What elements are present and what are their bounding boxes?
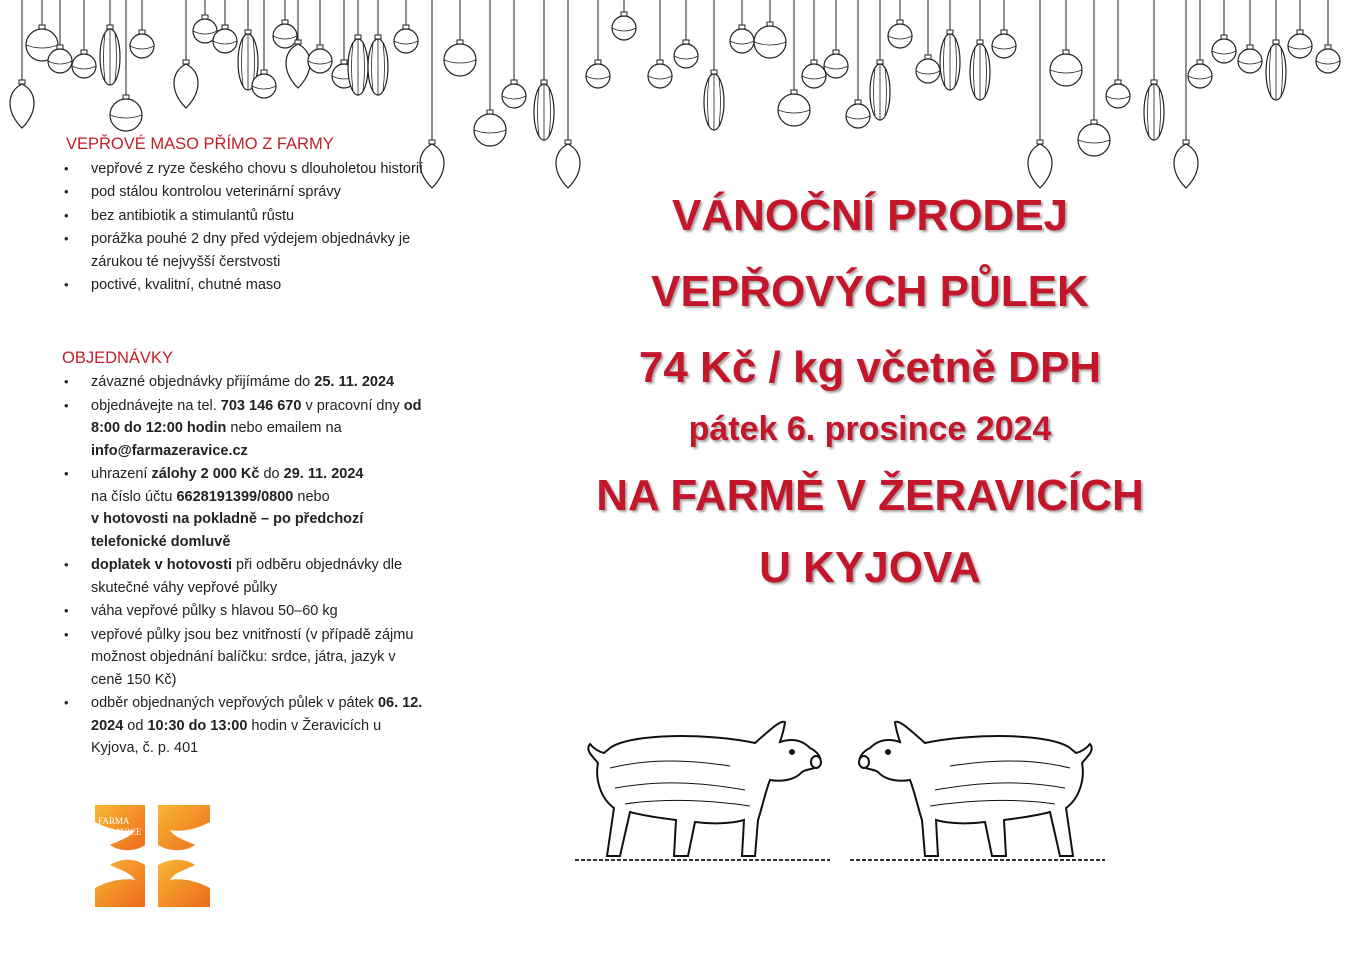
list-item: • vepřové půlky jsou bez vnitřností (v případě zájmu možnost objednání balíčku: srdce, játra, jazyk v ceně 150 Kč) xyxy=(91,624,428,692)
ornament-icon xyxy=(824,0,848,78)
headline xyxy=(560,190,1180,594)
ornament-icon xyxy=(474,0,506,146)
ornament-icon xyxy=(1078,0,1110,156)
ornament-icon xyxy=(870,0,890,120)
list-item: • porážka pouhé 2 dny před výdejem objednávky je zárukou té nejvyšší čerstvosti xyxy=(91,228,428,273)
ornament-icon xyxy=(72,0,96,78)
pig-left-icon xyxy=(588,722,821,856)
ornament-icon xyxy=(394,0,418,53)
ornament-icon xyxy=(888,0,912,48)
ornament-icon xyxy=(534,0,554,140)
list-item: • bez antibiotik a stimulantů růstu xyxy=(91,205,428,228)
ornament-icon xyxy=(308,0,332,73)
ornament-icon xyxy=(1212,0,1236,63)
list-item: • závazné objednávky přijímáme do 25. 11. 2024 xyxy=(91,371,428,394)
ornament-icon xyxy=(502,0,526,108)
account-number: 6628191399/0800 xyxy=(176,488,294,505)
logo-quadrant-tr xyxy=(158,805,210,850)
ornament-icon xyxy=(970,0,990,100)
orders-list xyxy=(58,371,428,760)
ornament-icon xyxy=(730,0,754,53)
logo-quadrant-bl xyxy=(95,860,145,907)
list-item: • poctivé, kvalitní, chutné maso xyxy=(91,274,428,297)
section-title-orders: OBJEDNÁVKY xyxy=(62,348,173,367)
headline-line-1: VÁNOČNÍ PRODEJ xyxy=(671,191,1069,240)
ornament-icon xyxy=(940,0,960,90)
ornament-icon xyxy=(238,0,258,90)
headline-location-2: U KYJOVA xyxy=(759,543,981,592)
ornament-icon xyxy=(704,0,724,130)
pigs-illustration xyxy=(570,708,1110,873)
ornament-icon xyxy=(1288,0,1312,58)
ornament-icon xyxy=(556,0,580,188)
ornament-icon xyxy=(10,0,34,128)
ornament-icon xyxy=(1144,0,1164,140)
ornament-icon xyxy=(273,0,297,48)
ornament-icon xyxy=(1188,0,1212,88)
ornament-icon xyxy=(1028,0,1052,188)
ornament-icon xyxy=(100,0,120,85)
logo-text-1: FARMA xyxy=(98,816,130,826)
ornament-icon xyxy=(1316,0,1340,73)
list-item: • váha vepřové půlky s hlavou 50–60 kg xyxy=(91,600,428,623)
info-column xyxy=(58,133,428,761)
section-title-meat: VEPŘOVÉ MASO PŘÍMO Z FARMY xyxy=(66,135,334,153)
ornament-icon xyxy=(444,0,476,76)
logo-text-2: ŽERAVICE xyxy=(98,827,142,837)
headline-price: 74 Kč / kg včetně DPH xyxy=(638,343,1102,392)
ornament-icon xyxy=(916,0,940,83)
ornament-icon xyxy=(648,0,672,88)
ornament-icon xyxy=(802,0,826,88)
ornament-icon xyxy=(368,0,388,95)
headline-line-2: VEPŘOVÝCH PŮLEK xyxy=(651,267,1089,316)
email-address: info@farmazeravice.cz xyxy=(91,442,248,459)
farma-zeravice-logo xyxy=(90,800,215,912)
list-item: • vepřové z ryze českého chovu s dlouholetou historií xyxy=(91,158,428,181)
logo-quadrant-br xyxy=(158,860,210,907)
ornament-icon xyxy=(1174,0,1198,188)
ornament-icon xyxy=(130,0,154,58)
phone-number: 703 146 670 xyxy=(220,397,302,414)
ornament-icon xyxy=(1266,0,1286,100)
ornament-icon xyxy=(846,0,870,128)
pig-right-icon xyxy=(859,722,1092,856)
ornament-icon xyxy=(612,0,636,40)
ornament-icon xyxy=(1106,0,1130,108)
ornament-icon xyxy=(348,0,368,95)
meat-list xyxy=(58,158,428,297)
headline-location: NA FARMĚ V ŽERAVICÍCH xyxy=(596,471,1144,520)
ornament-icon xyxy=(1050,0,1082,86)
list-item: • uhrazení zálohy 2 000 Kč do 29. 11. 2024 na číslo účtu 6628191399/0800 nebo v hotovosti na pokladně – po předchozí telefonické domluvě xyxy=(91,463,428,553)
ornament-icon xyxy=(586,0,610,88)
ornament-icon xyxy=(754,0,786,58)
ornament-icon xyxy=(1238,0,1262,73)
ornament-icon xyxy=(778,0,810,126)
list-item: • odběr objednaných vepřových půlek v pátek 06. 12. 2024 od 10:30 do 13:00 hodin v Žeravicích u Kyjova, č. p. 401 xyxy=(91,692,428,760)
list-item: • objednávejte na tel. 703 146 670 v pracovní dny od 8:00 do 12:00 hodin nebo emailem na info@farmazeravice.cz xyxy=(91,395,428,463)
list-item: • doplatek v hotovosti při odběru objednávky dle skutečné váhy vepřové půlky xyxy=(91,554,428,599)
headline-date: pátek 6. prosince 2024 xyxy=(688,410,1052,448)
list-item: • pod stálou kontrolou veterinární správy xyxy=(91,181,428,204)
ornament-icon xyxy=(992,0,1016,58)
ornament-icon xyxy=(674,0,698,68)
ornament-icon xyxy=(174,0,198,108)
